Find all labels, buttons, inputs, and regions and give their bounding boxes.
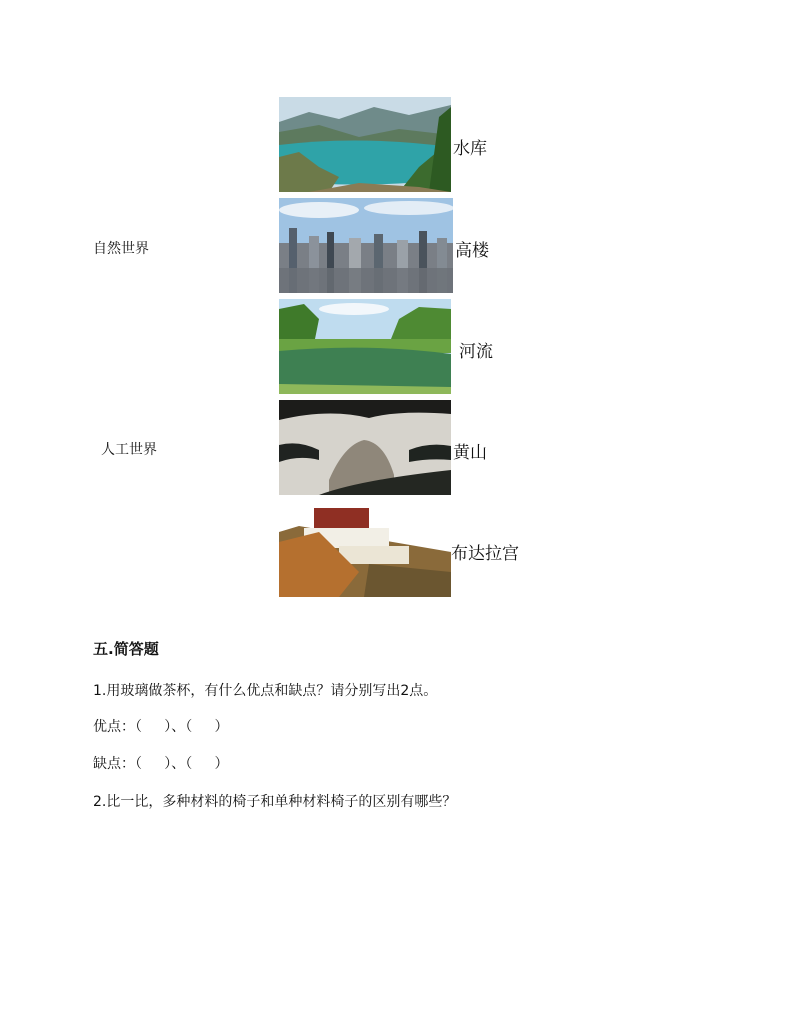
disadvantages-line: 缺点：（ ）、（ ） — [93, 756, 229, 772]
advantages-line: 优点：（ ）、（ ） — [93, 719, 229, 735]
category-artificial-world: 人工世界 — [101, 442, 157, 458]
skyscrapers-photo — [279, 198, 453, 293]
label-huangshan: 黄山 — [453, 443, 487, 463]
category-natural-world: 自然世界 — [93, 241, 149, 257]
potala-palace-photo — [279, 502, 451, 597]
label-potala-palace: 布达拉宫 — [451, 544, 519, 564]
reservoir-photo — [279, 97, 451, 192]
label-reservoir: 水库 — [453, 139, 487, 159]
river-photo — [279, 299, 451, 394]
label-river: 河流 — [459, 342, 493, 362]
question-1: 1.用玻璃做茶杯，有什么优点和缺点？请分别写出2点。 — [93, 683, 438, 699]
section-title: 五.简答题 — [93, 640, 159, 658]
label-skyscrapers: 高楼 — [455, 241, 489, 261]
question-2: 2.比一比，多种材料的椅子和单种材料椅子的区别有哪些？ — [93, 794, 457, 810]
huangshan-photo — [279, 400, 451, 495]
